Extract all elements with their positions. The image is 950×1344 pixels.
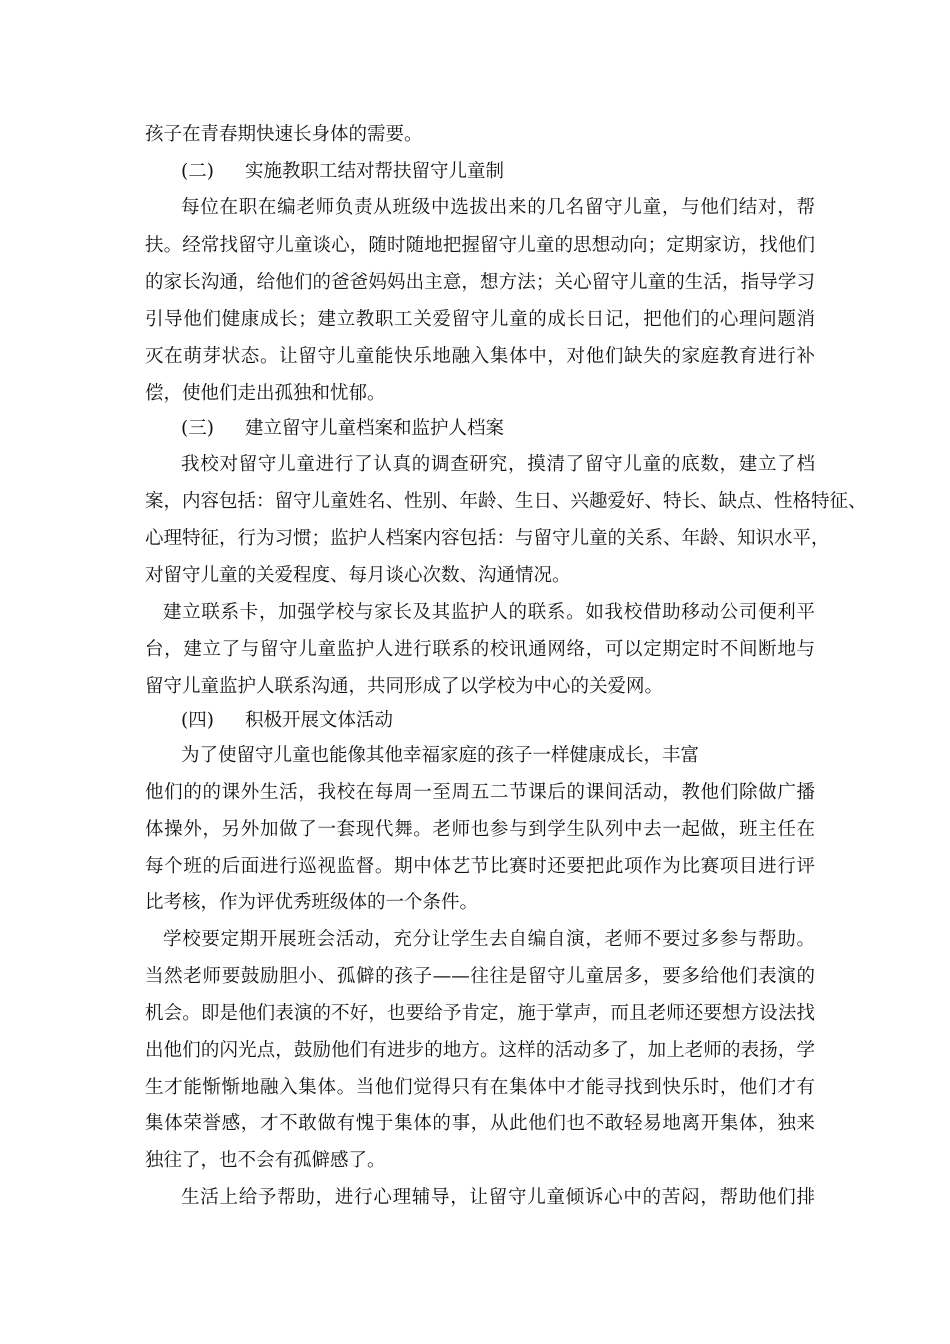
body-line: 偿，使他们走出孤独和忧郁。 [145,383,386,404]
body-line: 对留守儿童的关爱程度、每月谈心次数、沟通情况。 [145,565,571,586]
section-number: (二) [181,161,214,182]
body-line: 心理特征，行为习惯；监护人档案内容包括：与留守儿童的关系、年龄、知识水平， [145,528,830,549]
section-heading-4 [181,703,393,739]
section-title: 实施教职工结对帮扶留守儿童制 [245,161,505,182]
body-line: 每个班的后面进行巡视监督。期中体艺节比赛时还要把此项作为比赛项目进行评 [145,856,815,877]
body-line: 我校对留守儿童进行了认真的调查研究，摸清了留守儿童的底数，建立了档 [181,454,815,475]
body-line: 扶。经常找留守儿童谈心，随时随地把握留守儿童的思想动向；定期家访，找他们 [145,235,815,256]
section-title: 建立留守儿童档案和监护人档案 [245,418,505,439]
body-line: 独往了，也不会有孤僻感了。 [145,1150,386,1171]
body-line: 出他们的闪光点，鼓励他们有进步的地方。这样的活动多了，加上老师的表扬，学 [145,1040,815,1061]
body-line: 体操外，另外加做了一套现代舞。老师也参与到学生队列中去一起做，班主任在 [145,819,815,840]
body-line: 学校要定期开展班会活动，充分让学生去自编自演，老师不要过多参与帮助。 [163,929,815,950]
body-line: 灭在萌芽状态。让留守儿童能快乐地融入集体中，对他们缺失的家庭教育进行补 [145,346,815,367]
body-line: 建立联系卡，加强学校与家长及其监护人的联系。如我校借助移动公司便利平 [163,602,815,623]
section-heading-2 [181,154,504,190]
body-line: 机会。即是他们表演的不好，也要给予肯定，施于掌声，而且老师还要想方设法找 [145,1003,815,1024]
body-line: 台，建立了与留守儿童监护人进行联系的校讯通网络，可以定期定时不间断地与 [145,639,815,660]
body-line: 的家长沟通，给他们的爸爸妈妈出主意，想方法；关心留守儿童的生活，指导学习 [145,272,815,293]
body-line: 孩子在青春期快速长身体的需要。 [145,124,423,145]
body-line: 当然老师要鼓励胆小、孤僻的孩子——往往是留守儿童居多，要多给他们表演的 [145,966,815,987]
body-line: 生才能惭惭地融入集体。当他们觉得只有在集体中才能寻找到快乐时，他们才有 [145,1077,815,1098]
section-heading-3 [181,411,504,447]
body-line: 每位在职在编老师负责从班级中选拔出来的几名留守儿童，与他们结对，帮 [181,197,815,218]
body-line: 为了使留守儿童也能像其他幸福家庭的孩子一样健康成长，丰富 [181,745,700,766]
body-line: 案，内容包括：留守儿童姓名、性别、年龄、生日、兴趣爱好、特长、缺点、性格特征、 [145,491,867,512]
body-line: 比考核，作为评优秀班级体的一个条件。 [145,892,479,913]
section-number: (四) [181,710,214,731]
section-number: (三) [181,418,214,439]
body-line: 生活上给予帮助，进行心理辅导，让留守儿童倾诉心中的苦闷，帮助他们排 [181,1187,815,1208]
body-line: 留守儿童监护人联系沟通，共同形成了以学校为中心的关爱网。 [145,676,664,697]
body-line: 集体荣誉感，才不敢做有愧于集体的事，从此他们也不敢轻易地离开集体，独来 [145,1113,815,1134]
body-line: 引导他们健康成长；建立教职工关爱留守儿童的成长日记，把他们的心理问题消 [145,309,815,330]
body-line: 他们的的课外生活，我校在每周一至周五二节课后的课间活动，教他们除做广播 [145,782,815,803]
section-title: 积极开展文体活动 [245,710,394,731]
